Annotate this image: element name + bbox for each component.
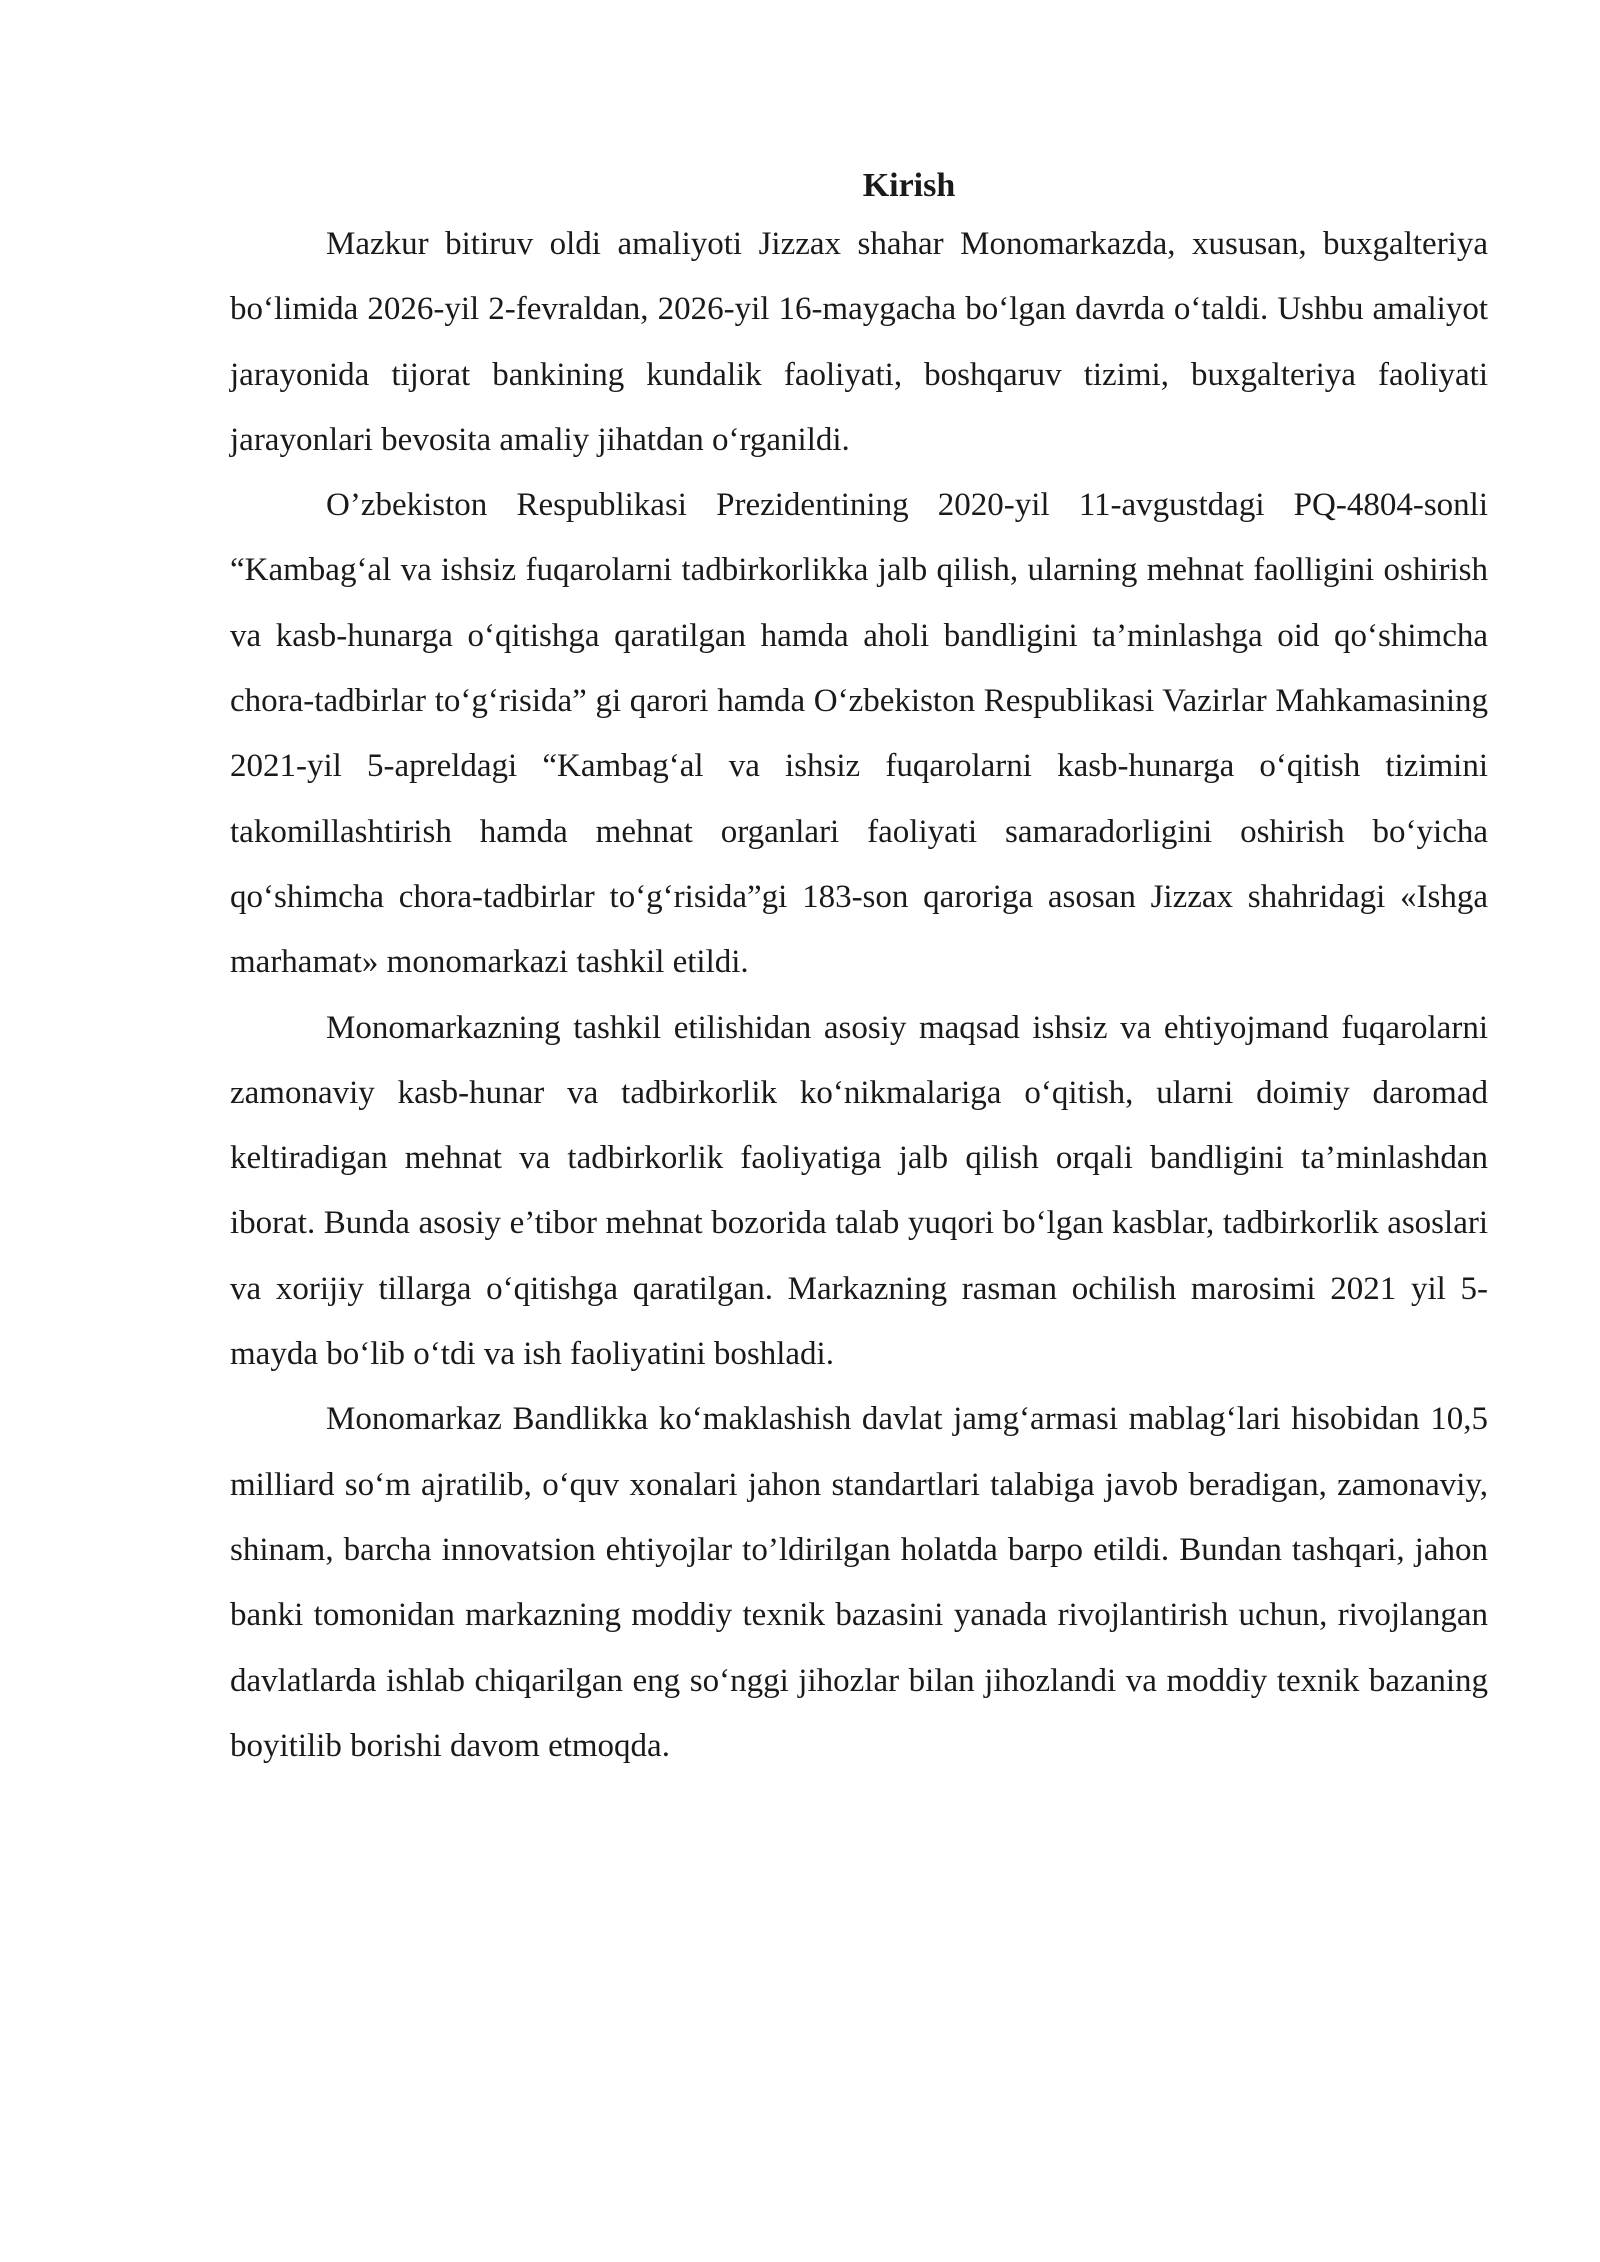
document-body (230, 160, 1488, 1779)
section-title: Kirish (862, 167, 956, 204)
paragraph-center-goal: Monomarkazning tashkil etilishidan asosiy maqsad ishsiz va ehtiyojmand fuqarolarni zamonaviy kasb-hunar va tadbirkorlik ko‘nikmalariga o‘qitish, ularni doimiy daromad keltiradigan mehnat va tadbirkorlik faoliyatiga jalb qilish orqali bandligini ta’minlashdan iborat. Bunda asosiy e’tibor mehnat bozorida talab yuqori bo‘lgan kasblar, tadbirkorlik asoslari va xorijiy tillarga o‘qitishga qaratilgan. Markazning rasman ochilish marosimi 2021 yil 5-mayda bo‘lib o‘tdi va ish faoliyatini boshladi. (230, 1009, 1488, 1373)
paragraph-legal-basis: O’zbekiston Respublikasi Prezidentining 2020-yil 11-avgustdagi PQ-4804-sonli “Kambag‘al va ishsiz fuqarolarni tadbirkorlikka jalb qilish, ularning mehnat faolligini oshirish va kasb-hunarga o‘qitishga qaratilgan hamda aholi bandligini ta’minlashga oid qo‘shimcha chora-tadbirlar to‘g‘risida” gi qarori hamda O‘zbekiston Respublikasi Vazirlar Mahkamasining 2021-yil 5-apreldagi “Kambag‘al va ishsiz fuqarolarni kasb-hunarga o‘qitish tizimini takomillashtirish hamda mehnat organlari faoliyati samaradorligini oshirish bo‘yicha qo‘shimcha chora-tadbirlar to‘g‘risida”gi 183-son qaroriga asosan Jizzax shahridagi «Ishga marhamat» monomarkazi tashkil etildi. (230, 487, 1488, 981)
paragraph-center-funding: Monomarkaz Bandlikka ko‘maklashish davlat jamg‘armasi mablag‘lari hisobidan 10,5 milliard so‘m ajratilib, o‘quv xonalari jahon standartlari talabiga javob beradigan, zamonaviy, shinam, barcha innovatsion ehtiyojlar to’ldirilgan holatda barpo etildi. Bundan tashqari, jahon banki tomonidan markazning moddiy texnik bazasini yanada rivojlantirish uchun, rivojlangan davlatlarda ishlab chiqarilgan eng so‘nggi jihozlar bilan jihozlandi va moddiy texnik bazaning boyitilib borishi davom etmoqda. (230, 1401, 1488, 1764)
paragraph-practice-intro: Mazkur bitiruv oldi amaliyoti Jizzax shahar Monomarkazda, xususan, buxgalteriya bo‘limida 2026-yil 2-fevraldan, 2026-yil 16-maygacha bo‘lgan davrda o‘taldi. Ushbu amaliyot jarayonida tijorat bankining kundalik faoliyati, boshqaruv tizimi, buxgalteriya faoliyati jarayonlari bevosita amaliy jihatdan o‘rganildi. (230, 226, 1488, 458)
